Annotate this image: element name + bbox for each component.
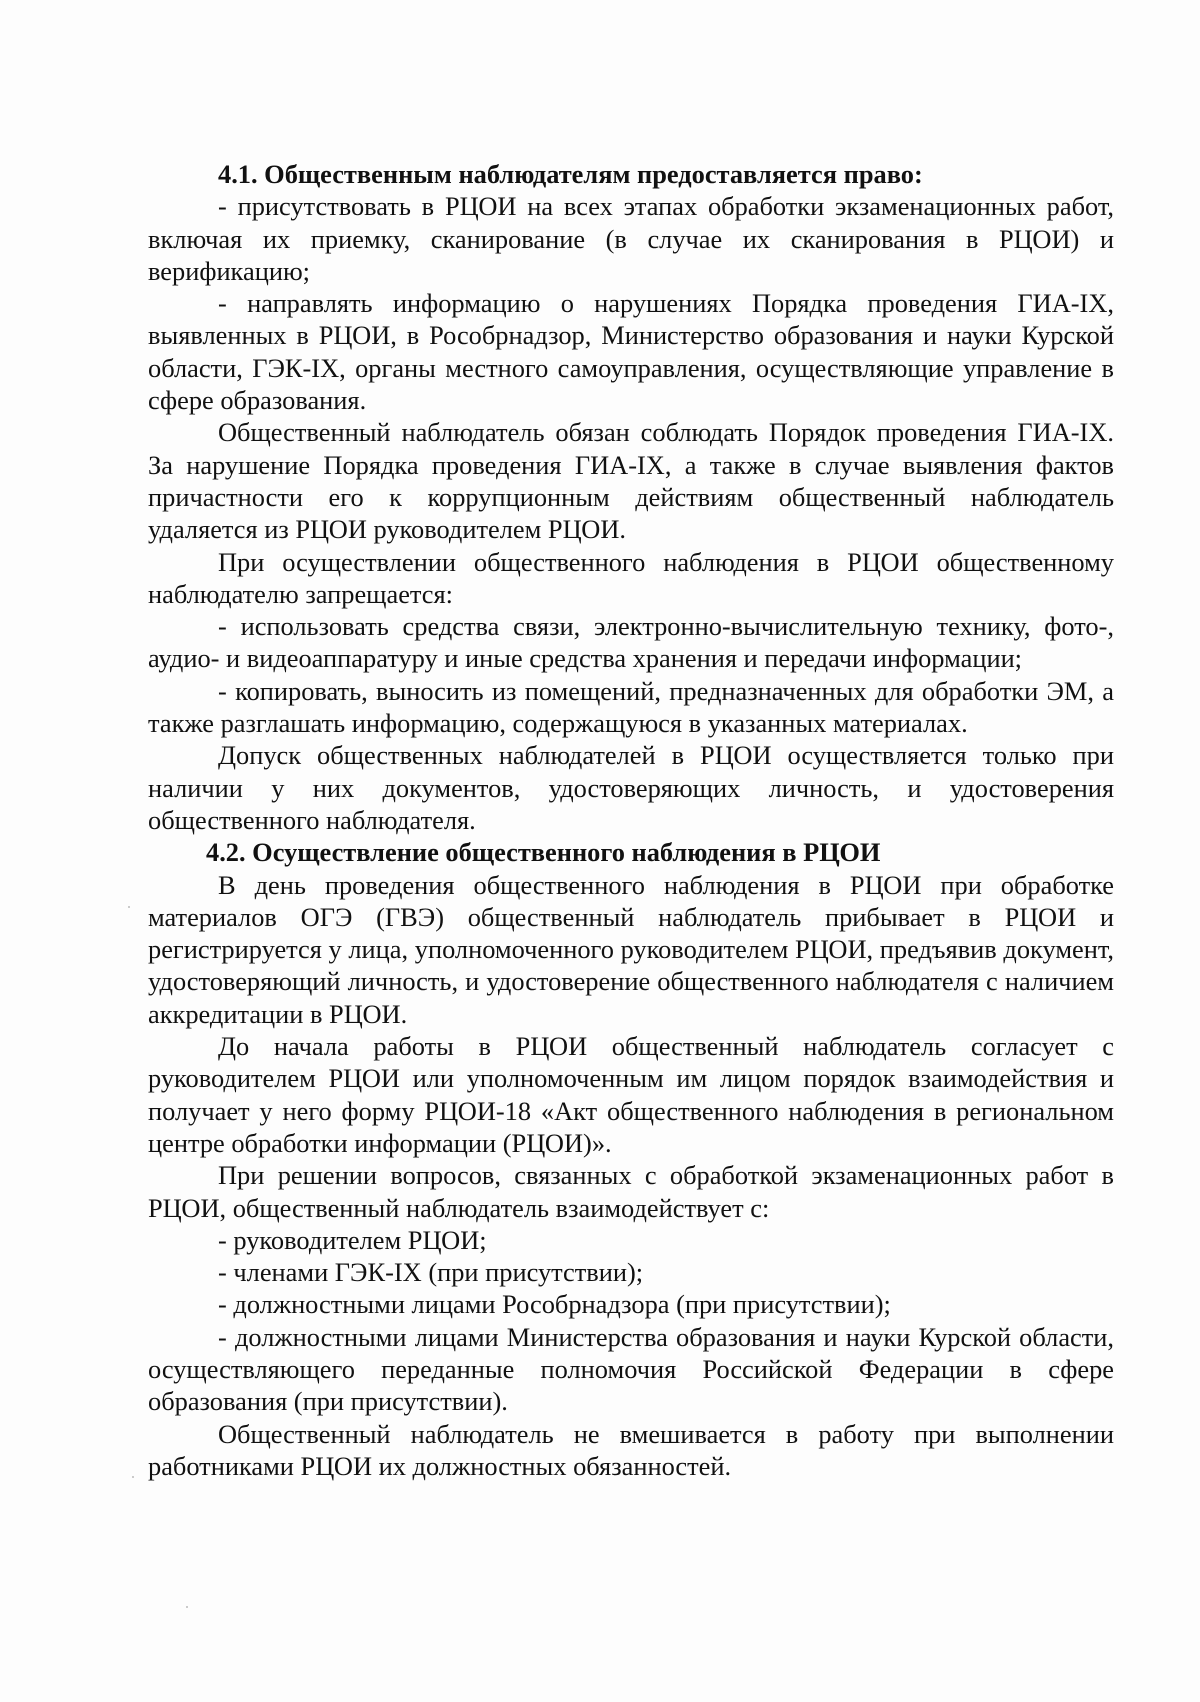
paragraph: - направлять информацию о нарушениях Порядка проведения ГИА-IX, выявленных в РЦОИ, в Рособрнадзор, Министерство образования и науки Курской области, ГЭК-IX, органы местного самоуправления, осуществляющие управление в сфере образования. [148,288,1114,416]
paragraph: - копировать, выносить из помещений, предназначенных для обработки ЭМ, а также разглашать информацию, содержащуюся в указанных материалах. [148,675,1114,739]
list-item: - должностными лицами Министерства образования и науки Курской области, осуществляющего переданные полномочия Российской Федерации в сфере образования (при присутствии). [148,1321,1114,1417]
paragraph: При осуществлении общественного наблюдения в РЦОИ общественному наблюдателю запрещается: [148,546,1114,609]
paragraph: В день проведения общественного наблюдения в РЦОИ при обработке материалов ОГЭ (ГВЭ) общественный наблюдатель прибывает в РЦОИ и регистрируется у лица, уполномоченного руководителем РЦОИ, предъявив документ, удостоверяющий личность, и удостоверение общественного наблюдателя с наличием аккредитации в РЦОИ. [148,869,1114,1029]
paragraph: - использовать средства связи, электронно-вычислительную технику, фото-, аудио- и видеоаппаратуру и иные средства хранения и передачи информации; [148,611,1114,674]
paragraph: При решении вопросов, связанных с обработкой экзаменационных работ в РЦОИ, общественный наблюдатель взаимодействует с: [148,1160,1114,1223]
scan-speck [132,1476,134,1478]
list-item: - членами ГЭК-IX (при присутствии); [218,1257,644,1288]
paragraph: - присутствовать в РЦОИ на всех этапах обработки экзаменационных работ, включая их приемку, сканирование (в случае их сканирования в РЦОИ) и верификацию; [148,191,1114,286]
paragraph: Общественный наблюдатель обязан соблюдать Порядок проведения ГИА-IX. За нарушение Порядка проведения ГИА-IX, а также в случае выявления фактов причастности его к коррупционным действиям общественный наблюдатель удаляется из РЦОИ руководителем РЦОИ. [148,417,1114,545]
list-item: - должностными лицами Рособрнадзора (при присутствии); [218,1289,891,1320]
paragraph: Общественный наблюдатель не вмешивается в работу при выполнении работниками РЦОИ их должностных обязанностей. [148,1418,1114,1481]
paragraph: Допуск общественных наблюдателей в РЦОИ осуществляется только при наличии у них документов, удостоверяющих личность, и удостоверения общественного наблюдателя. [148,740,1114,835]
document-body [148,158,1114,1482]
paragraph: До начала работы в РЦОИ общественный наблюдатель согласует с руководителем РЦОИ или уполномоченным им лицом порядок взаимодействия и получает у него форму РЦОИ-18 «Акт общественного наблюдения в региональном центре обработки информации (РЦОИ)». [148,1031,1114,1158]
scan-speck [128,906,130,908]
list-item: - руководителем РЦОИ; [218,1224,487,1255]
scan-speck [186,1606,188,1608]
section-heading-4-2: 4.2. Осуществление общественного наблюдения в РЦОИ [206,837,881,868]
section-heading-4-1: 4.1. Общественным наблюдателям предоставляется право: [218,159,923,189]
